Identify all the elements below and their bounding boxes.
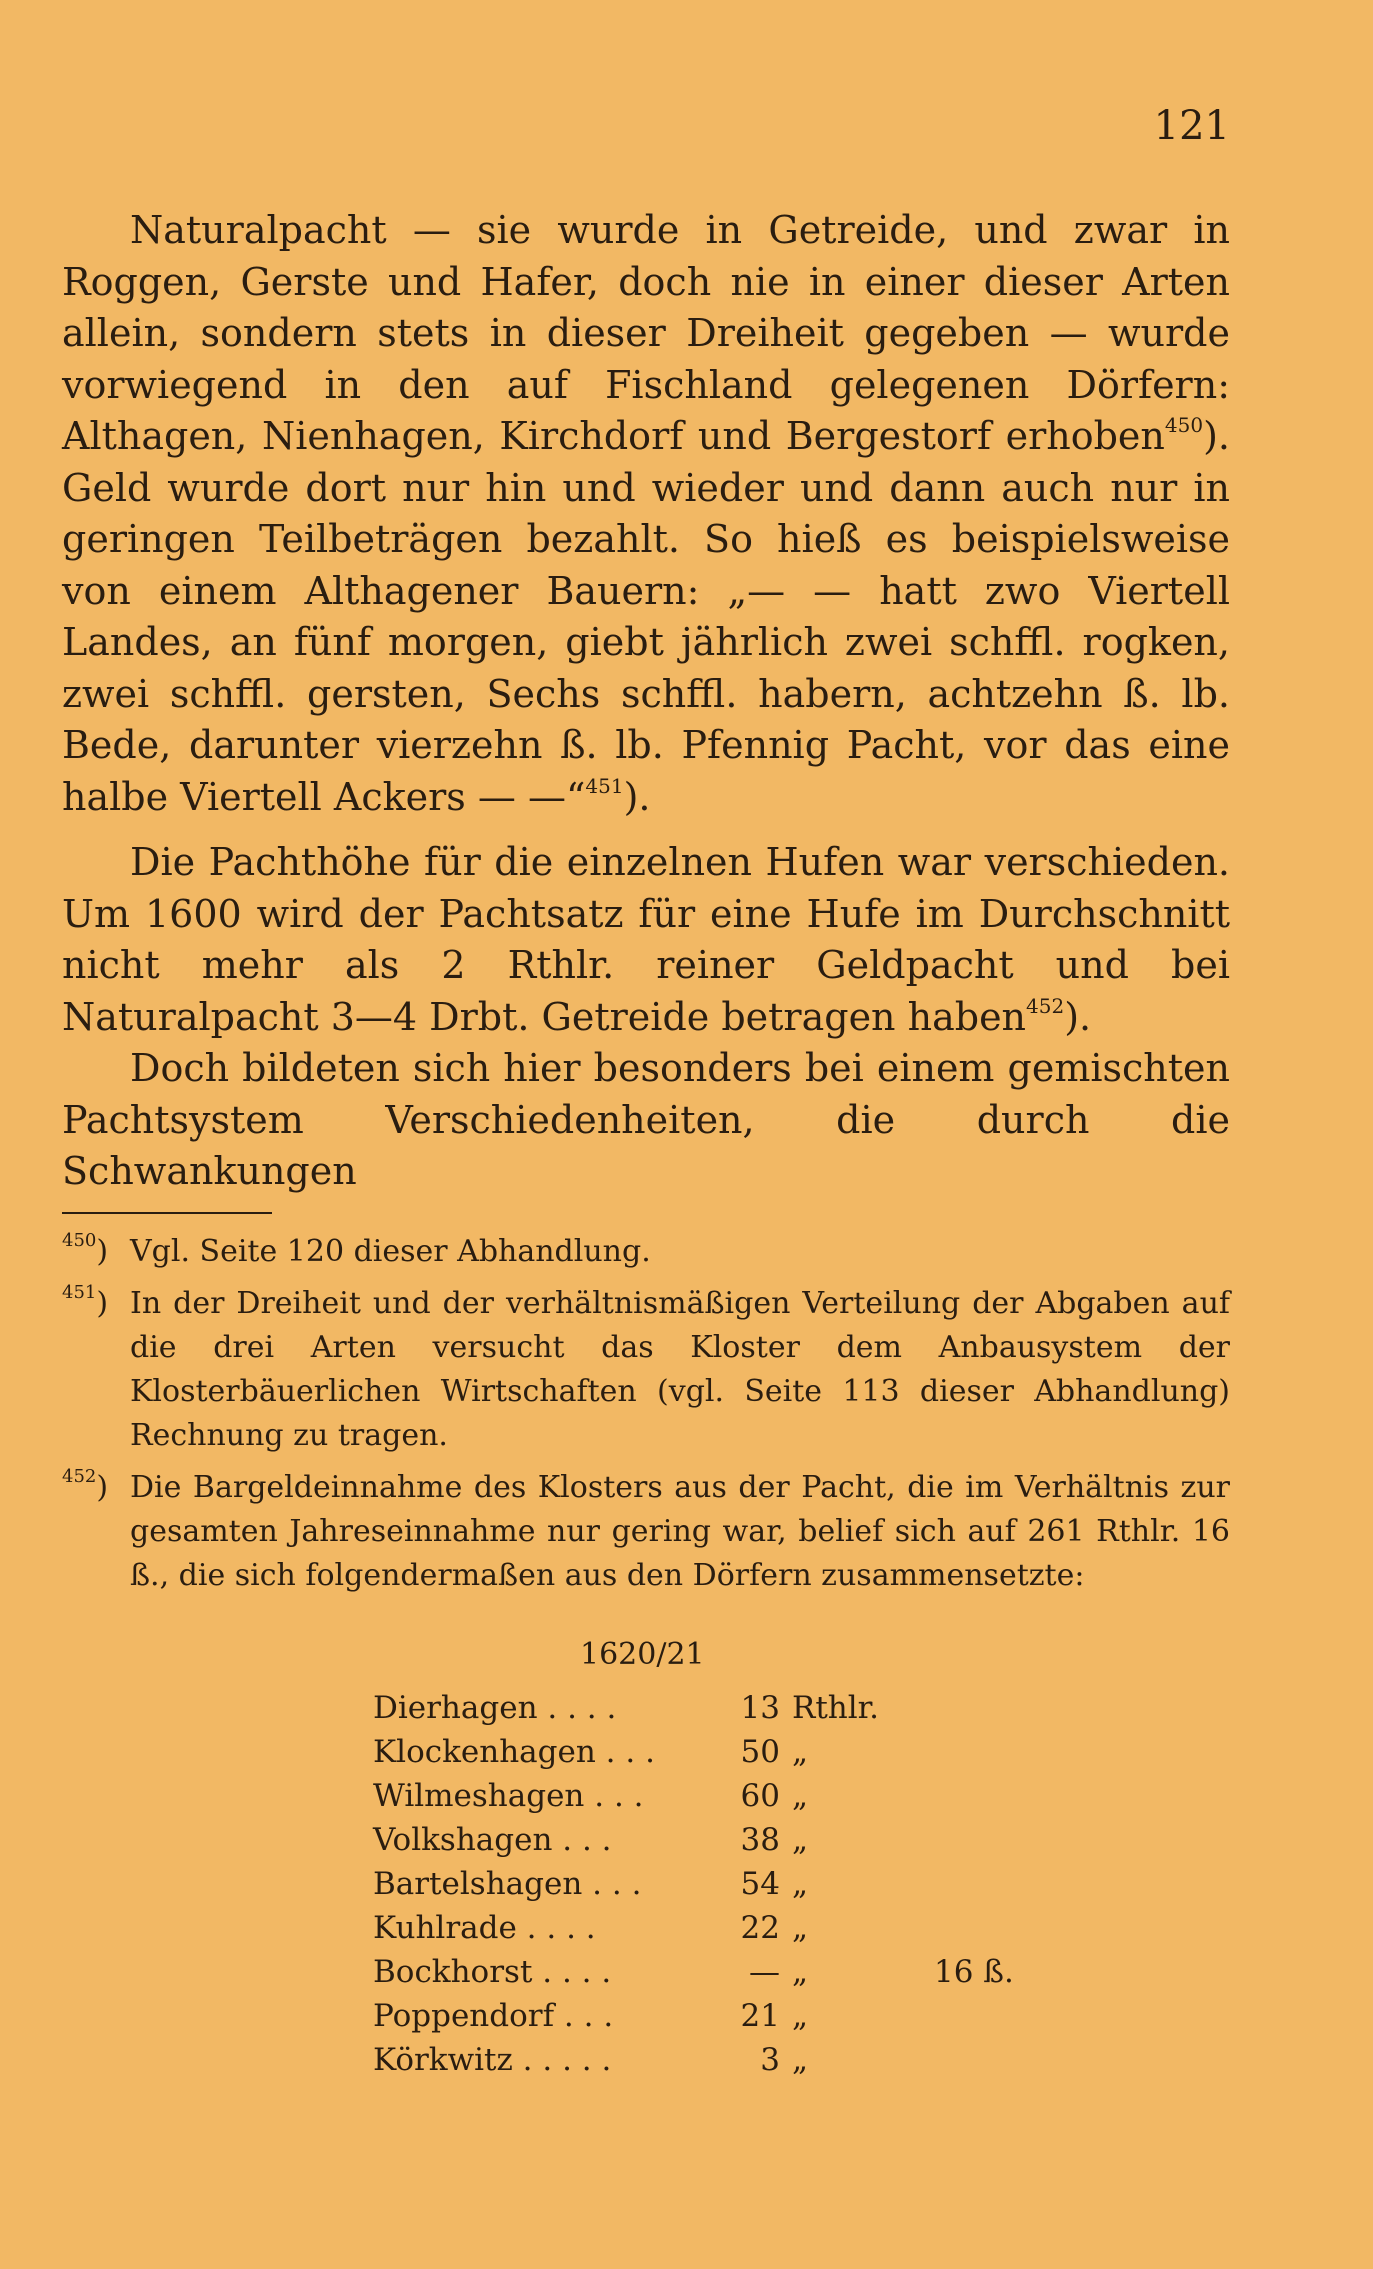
table-cell-value: 22 [740,1910,780,1946]
table-cell-value: 54 [740,1866,780,1902]
table-row [373,1774,1014,1818]
table-row [373,1730,1014,1774]
table-cell-extra [934,1862,1014,1906]
table-cell-place: Bartelshagen . . . [373,1866,642,1902]
table-cell-extra [934,1994,1014,2038]
table-cell-place: Klockenhagen . . . [373,1734,655,1770]
table-cell-extra [934,1818,1014,1862]
main-text [62,205,1230,1198]
footnote: $^{451}$) In der Dreiheit und der verhältnismäßigen Verteilung der Abgaben auf die drei Arten versucht das Kloster dem Anbausystem der Klosterbäuerlichen Wirtschaften (vgl. Seite 113 dieser Abhandlung) Rechnung zu tragen. [62,1282,1230,1458]
footnote: $^{450}$) Vgl. Seite 120 dieser Abhandlung. [62,1230,1230,1274]
footnote: $^{452}$) Die Bargeldeinnahme des Klosters aus der Pacht, die im Verhältnis zur gesamten Jahreseinnahme nur gering war, belief sich auf 261 Rthlr. 16 ß., die sich folgendermaßen aus den Dörfern zusammensetzte: [62,1466,1230,1598]
table-cell-extra [934,1906,1014,1950]
table-cell-value: 60 [740,1778,780,1814]
table-row [373,1906,1014,1950]
table-title: 1620/21 [580,1637,705,1672]
footnote-text: Die Bargeldeinnahme des Klosters aus der Pacht, die im Verhältnis zur gesamten Jahreseinnahme nur gering war, belief sich auf 261 Rthlr. 16 ß., die sich folgendermaßen aus den Dörfern zusammensetzte: [130,1470,1230,1593]
village-payments-table [373,1686,1014,2082]
table-cell-unit: „ [792,1734,809,1770]
table-row [373,2038,1014,2082]
footnote-text: In der Dreiheit und der verhältnismäßigen Verteilung der Abgaben auf die drei Arten versucht das Kloster dem Anbausystem der Klosterbäuerlichen Wirtschaften (vgl. Seite 113 dieser Abhandlung) Rechnung zu tragen. [130,1286,1230,1453]
footnote-ref: 452 [1026,993,1065,1018]
table-row [373,1818,1014,1862]
table-cell-unit: „ [792,1998,809,2034]
table-cell-extra [934,1730,1014,1774]
table-cell-unit: „ [792,2042,809,2078]
footnotes [62,1230,1230,1606]
table-cell-value: 13 [740,1690,780,1726]
paragraph-text: ). Geld wurde dort nur hin und wieder und dann auch nur in geringen Teilbeträgen bezahlt. So hieß es beispielsweise von einem Althagener Bauern: „— — hatt zwo Viertell Landes, an fünf morgen, giebt jährlich zwei schffl. rogken, zwei schffl. gersten, Sechs schffl. habern, achtzehn ß. lb. Bede, darunter vierzehn ß. lb. Pfennig Pacht, vor das eine halbe Viertell Ackers — —“ [62,414,1230,819]
table-row [373,1950,1014,1994]
page-number: 121 [1153,103,1230,149]
table-cell-unit: „ [792,1778,809,1814]
table-cell-extra [934,1686,1014,1730]
footnote-ref: 450 [1164,413,1204,437]
table-cell-place: Poppendorf . . . [373,1998,614,2034]
table-cell-value: 3 [760,2042,780,2078]
table-cell-extra [934,1774,1014,1818]
table-cell-unit: „ [792,1822,809,1858]
table-cell-value: 21 [740,1998,780,2034]
paragraph-text: Die Pachthöhe für die einzelnen Hufen war verschieden. Um 1600 wird der Pachtsatz für eine Hufe im Durchschnitt nicht mehr als 2 Rthlr. reiner Geldpacht und bei Naturalpacht 3—4 Drbt. Getreide betragen haben [62,840,1230,1039]
table-cell-place: Kuhlrade . . . . [373,1910,596,1946]
table-cell-value: — [749,1954,780,1990]
table-row [373,1862,1014,1906]
paragraph-pachthoehe [62,837,1230,1043]
table-cell-unit: „ [792,1866,809,1902]
table-cell-value: 38 [740,1822,780,1858]
paragraph-text: Naturalpacht — sie wurde in Getreide, und zwar in Roggen, Gerste und Hafer, doch nie in einer dieser Arten allein, sondern stets in dieser Dreiheit gegeben — wurde vorwiegend in den auf Fischland gelegenen Dörfern: Althagen, Nienhagen, Kirchdorf und Bergestorf erhoben [62,208,1230,458]
table-cell-place: Körkwitz . . . . . [373,2042,612,2078]
table-row [373,1686,1014,1730]
footnote-number: 452 [62,1466,97,1487]
paragraph-text: ). [1064,994,1092,1039]
table-cell-value: 50 [740,1734,780,1770]
paragraph-pachtsystem [62,1043,1230,1198]
footnote-number: 450 [62,1230,97,1251]
footnote-ref: 451 [585,773,624,798]
table-row [373,1994,1014,2038]
paragraph-naturalpacht [62,205,1230,823]
footnote-number: 451 [62,1282,97,1303]
table-cell-unit: „ [792,1954,809,1990]
table-cell-unit: Rthlr. [792,1690,879,1726]
footnote-divider [62,1212,272,1214]
paragraph-text: ). [623,774,651,819]
table-cell-extra [934,2038,1014,2082]
paragraph-text: Doch bildeten sich hier besonders bei einem gemischten Pachtsystem Verschiedenheiten, die durch die Schwankungen [62,1046,1230,1193]
footnote-text: Vgl. Seite 120 dieser Abhandlung. [130,1234,651,1269]
table-cell-place: Dierhagen . . . . [373,1690,617,1726]
table-cell-place: Wilmeshagen . . . [373,1778,644,1814]
table-cell-place: Bockhorst . . . . [373,1954,612,1990]
table-cell-unit: „ [792,1910,809,1946]
table-cell-place: Volkshagen . . . [373,1822,612,1858]
table-cell-extra: 16 ß. [934,1954,1014,1990]
